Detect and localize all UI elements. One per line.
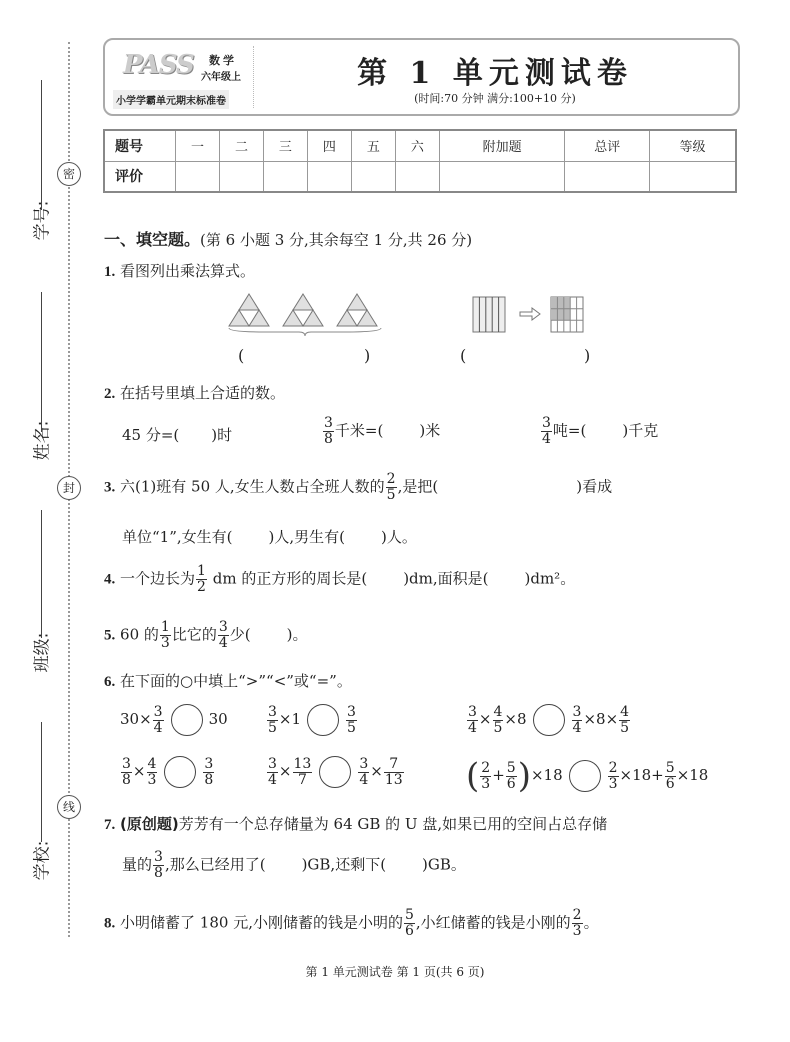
score-cell[interactable] xyxy=(439,161,565,192)
fraction-denominator: 4 xyxy=(268,771,277,788)
fraction-denominator: 7 xyxy=(297,771,307,788)
fraction-numerator: 3 xyxy=(347,703,356,720)
fraction-denominator: 8 xyxy=(324,431,333,447)
shaded-grid-square xyxy=(551,297,583,332)
score-cell[interactable] xyxy=(307,161,351,192)
question-number: 1. xyxy=(104,264,116,280)
expression-text: 30 xyxy=(208,710,228,728)
triangle-group xyxy=(283,294,323,326)
fraction-numerator: 3 xyxy=(572,703,582,720)
fraction-denominator: 6 xyxy=(506,775,516,792)
series-label: 小学学霸单元期末标准卷 xyxy=(113,90,229,109)
fraction-numerator: 5 xyxy=(506,759,516,776)
section-note: (第 6 小题 3 分,其余每空 1 分,共 26 分) xyxy=(200,231,473,249)
question-number: 8. xyxy=(104,915,116,932)
fraction-denominator: 4 xyxy=(153,719,163,736)
fraction xyxy=(160,620,171,651)
fraction xyxy=(493,705,504,736)
expression-text: 30× xyxy=(120,710,152,728)
expression-text: ×8× xyxy=(583,710,619,728)
fraction-denominator: 5 xyxy=(347,719,356,736)
school-label: 学校: xyxy=(32,840,53,881)
question-number: 6. xyxy=(104,674,116,690)
fraction-denominator: 4 xyxy=(542,431,551,447)
q5-text-2: 比它的 xyxy=(171,625,217,644)
fraction-numerator: 3 xyxy=(268,703,277,720)
fraction-denominator: 4 xyxy=(468,719,477,736)
fraction xyxy=(384,757,404,788)
q8-text-1: 小明储蓄了 180 元,小刚储蓄的钱是小明的 xyxy=(120,913,403,932)
class-label: 班级: xyxy=(32,632,53,673)
grade-label: 六年级上 xyxy=(201,72,241,83)
brace xyxy=(229,328,381,336)
stripe-square xyxy=(473,297,505,332)
question-text: 在括号里填上合适的数。 xyxy=(120,384,286,402)
q6-compare-1 xyxy=(120,704,228,736)
subject-label: 数学 xyxy=(209,54,237,67)
fraction-denominator: 5 xyxy=(620,719,630,736)
question-7-line-2 xyxy=(122,850,466,881)
fraction-denominator: 13 xyxy=(384,771,403,788)
fraction-numerator: 2 xyxy=(386,471,396,487)
fraction-denominator: 3 xyxy=(481,775,491,792)
school-line[interactable] xyxy=(41,722,42,842)
q6-compare-2 xyxy=(266,704,358,736)
fraction-denominator: 4 xyxy=(359,771,369,788)
answer-paren-open: ( xyxy=(238,346,245,365)
seal-mi: 密 xyxy=(57,162,81,186)
fraction-numerator: 5 xyxy=(665,759,675,776)
fraction xyxy=(203,757,214,788)
fraction xyxy=(153,705,164,736)
fraction-numerator: 2 xyxy=(481,759,491,776)
question-8 xyxy=(104,908,599,939)
fraction-denominator: 3 xyxy=(608,775,618,792)
fraction-denominator: 3 xyxy=(572,923,582,939)
q5-text-1: 60 的 xyxy=(120,625,159,644)
score-cell[interactable] xyxy=(176,161,220,192)
fraction-numerator: 3 xyxy=(122,755,131,772)
fraction xyxy=(147,757,158,788)
score-cell[interactable] xyxy=(565,161,650,192)
col-header: 二 xyxy=(219,130,263,161)
answer-blank-1[interactable] xyxy=(252,344,362,366)
q3-text-1: 六(1)班有 50 人,女生人数占全班人数的 xyxy=(120,477,385,496)
question-5 xyxy=(104,620,307,651)
score-table-header-row xyxy=(104,130,736,161)
class-line[interactable] xyxy=(41,510,42,638)
fraction xyxy=(541,416,552,447)
fraction xyxy=(572,908,583,939)
fraction-numerator: 3 xyxy=(542,415,551,431)
score-cell[interactable] xyxy=(263,161,307,192)
question-text: 看图列出乘法算式。 xyxy=(120,262,256,280)
q2b-prefix: 千米=( xyxy=(334,421,384,440)
fraction-numerator: 3 xyxy=(359,755,369,772)
fraction xyxy=(196,564,207,595)
fraction-denominator: 6 xyxy=(404,923,414,939)
fraction-numerator: 3 xyxy=(324,415,333,431)
fraction xyxy=(665,761,676,792)
fraction xyxy=(467,705,478,736)
q2a-prefix: 45 分=( xyxy=(122,426,180,444)
question-3-line-2 xyxy=(122,526,417,547)
big-parenthesis: ( xyxy=(466,756,480,796)
fraction-numerator: 3 xyxy=(468,703,477,720)
q7-text-2: 量的 xyxy=(122,855,153,874)
q2-item-a xyxy=(122,424,232,445)
q3-text-5: )人,男生有( xyxy=(268,528,345,546)
q6-compare-4 xyxy=(120,756,215,788)
q4-text-3: )dm,面积是( xyxy=(403,569,489,588)
q3-text-3: )看成 xyxy=(576,477,613,496)
fraction xyxy=(218,620,229,651)
fraction-numerator: 3 xyxy=(218,619,228,635)
fraction-numerator: 2 xyxy=(608,759,618,776)
compare-circle[interactable] xyxy=(171,704,203,736)
fraction xyxy=(506,761,517,792)
q2a-suffix: )时 xyxy=(211,426,233,444)
score-cell[interactable] xyxy=(351,161,395,192)
expression-text: ×8 xyxy=(504,710,527,728)
fraction-denominator: 4 xyxy=(218,635,228,651)
fraction xyxy=(386,472,397,503)
score-cell[interactable] xyxy=(395,161,439,192)
fraction xyxy=(267,757,278,788)
fraction-denominator: 6 xyxy=(665,775,675,792)
fraction xyxy=(121,757,132,788)
col-header: 总评 xyxy=(565,130,650,161)
question-number: 3. xyxy=(104,479,116,496)
question-7 xyxy=(104,813,607,834)
col-header: 六 xyxy=(395,130,439,161)
compare-circle[interactable] xyxy=(164,756,196,788)
score-cell[interactable] xyxy=(650,161,736,192)
q3-text-6: )人。 xyxy=(381,528,417,546)
question-number: 7. xyxy=(104,817,116,833)
q6-compare-6 xyxy=(466,756,708,796)
question-3 xyxy=(104,472,612,503)
fraction-numerator: 5 xyxy=(404,907,414,923)
col-header: 等级 xyxy=(650,130,736,161)
arrow-icon xyxy=(520,308,540,320)
question-2 xyxy=(104,382,285,403)
fraction-numerator: 7 xyxy=(384,757,404,773)
fraction xyxy=(346,705,357,736)
q8-text-2: ,小红储蓄的钱是小刚的 xyxy=(415,913,571,932)
brand-block xyxy=(113,46,254,108)
compare-circle[interactable] xyxy=(533,704,565,736)
exam-header xyxy=(103,38,740,116)
q7-text-1: 芳芳有一个总存储量为 64 GB 的 U 盘,如果已用的空间占总存储 xyxy=(178,815,608,833)
fraction xyxy=(480,761,491,792)
q3-text-4: 单位“1”,女生有( xyxy=(122,528,233,546)
name-label: 姓名: xyxy=(32,420,53,461)
question-6 xyxy=(104,670,352,691)
fraction-numerator: 1 xyxy=(160,619,170,635)
compare-circle[interactable] xyxy=(319,756,351,788)
fraction-denominator: 3 xyxy=(147,771,157,788)
q2b-suffix: )米 xyxy=(419,421,441,440)
q4-text-4: )dm²。 xyxy=(524,569,576,588)
q2c-suffix: )千克 xyxy=(622,421,659,440)
question-number: 2. xyxy=(104,386,116,402)
q2c-prefix: 吨=( xyxy=(552,421,587,440)
question-4 xyxy=(104,564,575,595)
triangles-figure xyxy=(225,292,390,337)
q7-text-3: ,那么已经用了( xyxy=(164,855,266,874)
seal-xian: 线 xyxy=(57,795,81,819)
pass-logo: PASS xyxy=(123,50,194,80)
fraction-numerator: 3 xyxy=(153,703,163,720)
fraction-numerator: 1 xyxy=(197,563,206,579)
fraction-denominator: 4 xyxy=(572,719,582,736)
question-1 xyxy=(104,260,255,281)
score-table xyxy=(103,129,737,193)
fraction-denominator: 8 xyxy=(122,771,131,788)
exam-title: 第 1 单元测试卷 xyxy=(357,56,633,91)
exam-subtitle: (时间:70 分钟 满分:100+10 分) xyxy=(414,92,576,105)
q2-item-c xyxy=(540,416,658,447)
expression-text: × xyxy=(132,762,146,780)
seal-feng: 封 xyxy=(57,476,81,500)
fraction xyxy=(293,757,313,788)
name-line[interactable] xyxy=(41,292,42,432)
q6-compare-5 xyxy=(266,756,405,788)
fraction-numerator: 2 xyxy=(572,907,582,923)
original-tag: (原创题) xyxy=(120,815,179,833)
question-number: 4. xyxy=(104,571,116,588)
col-header: 一 xyxy=(176,130,220,161)
fraction xyxy=(608,761,619,792)
expression-text: ×18 xyxy=(676,766,709,784)
fraction xyxy=(572,705,583,736)
col-header: 四 xyxy=(307,130,351,161)
q2-item-b xyxy=(322,416,440,447)
q6-compare-3 xyxy=(466,704,631,736)
q7-text-5: )GB。 xyxy=(422,855,466,874)
compare-circle[interactable] xyxy=(307,704,339,736)
fraction xyxy=(404,908,415,939)
q5-text-3: 少( xyxy=(229,625,251,644)
answer-paren-close: ) xyxy=(584,346,591,365)
fraction-numerator: 3 xyxy=(268,755,277,772)
student-id-label: 学号: xyxy=(32,200,53,241)
q4-text-1: 一个边长为 xyxy=(120,569,196,588)
col-header: 五 xyxy=(351,130,395,161)
fraction-numerator: 4 xyxy=(493,703,503,720)
expression-text: × xyxy=(278,762,292,780)
answer-paren-close: ) xyxy=(364,346,371,365)
row-label-eval: 评价 xyxy=(104,161,176,192)
expression-text: ×1 xyxy=(278,710,302,728)
fraction-numerator: 13 xyxy=(293,755,312,772)
fraction xyxy=(619,705,630,736)
q7-text-4: )GB,还剩下( xyxy=(301,855,387,874)
answer-blank-2[interactable] xyxy=(474,344,584,366)
fraction-numerator: 4 xyxy=(620,703,630,720)
expression-text: + xyxy=(492,766,505,784)
col-header: 三 xyxy=(263,130,307,161)
q5-text-4: )。 xyxy=(286,625,308,644)
triangle-group xyxy=(229,294,269,326)
fraction xyxy=(267,705,278,736)
fraction-denominator: 5 xyxy=(268,719,277,736)
fraction-denominator: 3 xyxy=(160,635,170,651)
answer-paren-open: ( xyxy=(460,346,467,365)
fraction-denominator: 8 xyxy=(204,771,214,788)
question-text: 在下面的○中填上“>”“<”或“=”。 xyxy=(120,672,352,690)
q3-text-2: ,是把( xyxy=(397,477,439,496)
expression-text: ×18+ xyxy=(619,766,664,784)
expression-text: ×18 xyxy=(530,766,563,784)
triangle-group xyxy=(337,294,377,326)
page-footer: 第 1 单元测试卷 第 1 页(共 6 页) xyxy=(305,965,485,979)
fraction xyxy=(358,757,369,788)
fraction-denominator: 5 xyxy=(493,719,503,736)
fraction-numerator: 3 xyxy=(154,849,163,865)
fraction xyxy=(153,850,164,881)
q4-text-2: dm 的正方形的周长是( xyxy=(207,569,368,588)
fraction-numerator: 4 xyxy=(147,755,157,772)
q8-text-3: 。 xyxy=(583,913,599,932)
fraction-denominator: 2 xyxy=(197,579,206,595)
fraction-denominator: 5 xyxy=(386,487,396,503)
score-table-eval-row xyxy=(104,161,736,192)
expression-text: × xyxy=(478,710,492,728)
col-header: 附加题 xyxy=(439,130,565,161)
fraction xyxy=(323,416,334,447)
section-title: 一、填空题。 xyxy=(104,230,201,249)
fraction-numerator: 3 xyxy=(204,755,214,772)
student-id-line[interactable] xyxy=(41,80,42,210)
row-label-number: 题号 xyxy=(104,130,176,161)
expression-text: × xyxy=(370,762,383,780)
big-parenthesis: ) xyxy=(517,756,531,796)
fraction-denominator: 8 xyxy=(154,865,163,881)
section-1-heading xyxy=(104,227,472,250)
score-cell[interactable] xyxy=(219,161,263,192)
grid-figure xyxy=(472,296,592,336)
compare-circle[interactable] xyxy=(569,760,601,792)
question-number: 5. xyxy=(104,627,116,644)
